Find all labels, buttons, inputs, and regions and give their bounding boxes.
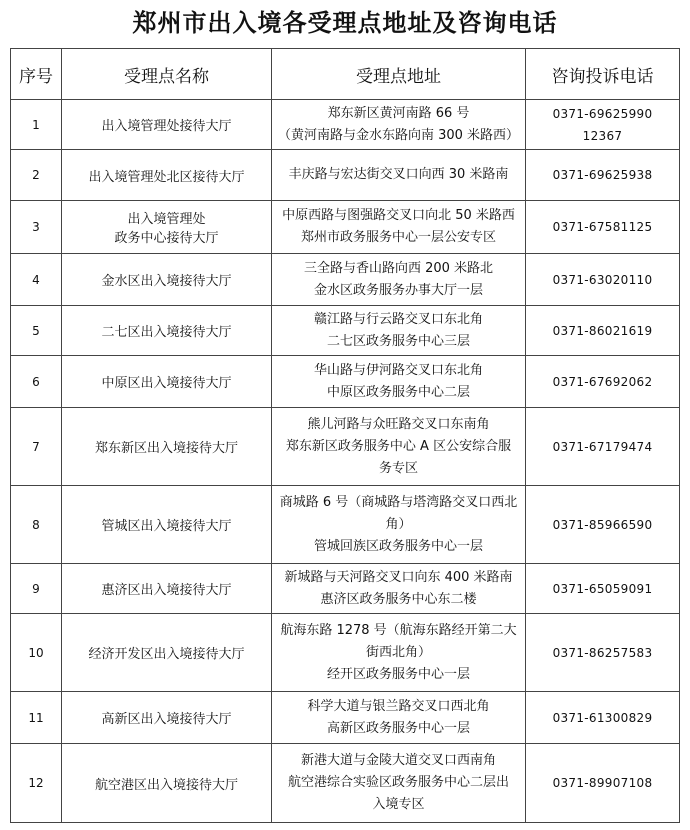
row-number bbox=[11, 100, 62, 150]
office-phone bbox=[526, 614, 680, 692]
page-title: 郑州市出入境各受理点地址及咨询电话 bbox=[132, 9, 558, 37]
row-number bbox=[11, 486, 62, 564]
header-name: 受理点名称 bbox=[62, 49, 272, 100]
row-number bbox=[11, 306, 62, 356]
table-row bbox=[11, 408, 680, 486]
row-number-text: 5 bbox=[32, 323, 40, 338]
office-address-line: 入境专区 bbox=[372, 797, 425, 812]
office-phone bbox=[526, 150, 680, 201]
header-phone: 咨询投诉电话 bbox=[526, 49, 680, 100]
office-phone-line: 0371-67179474 bbox=[552, 439, 653, 454]
office-phone-line: 0371-67581125 bbox=[552, 220, 653, 234]
office-name bbox=[62, 564, 272, 614]
table-row bbox=[11, 486, 680, 564]
office-phone bbox=[526, 254, 680, 306]
office-name bbox=[62, 100, 272, 150]
office-name bbox=[62, 254, 272, 306]
table-row bbox=[11, 254, 680, 306]
office-address-line: 三全路与香山路向西 200 米路北 bbox=[303, 260, 494, 276]
table-row bbox=[11, 356, 680, 408]
row-number-text: 4 bbox=[32, 272, 40, 287]
office-name-line: 出入境管理处北区接待大厅 bbox=[88, 169, 245, 185]
office-phone-line: 12367 bbox=[582, 128, 623, 143]
row-number-text: 8 bbox=[32, 517, 40, 532]
office-address-line: 航空港综合实验区政务服务中心二层出 bbox=[287, 775, 509, 790]
table-body bbox=[11, 100, 680, 823]
row-number-text: 12 bbox=[28, 776, 44, 790]
table-row bbox=[11, 306, 680, 356]
office-name-line: 出入境管理处 bbox=[127, 212, 206, 227]
office-address bbox=[272, 254, 526, 306]
row-number-text: 3 bbox=[32, 220, 40, 234]
office-address bbox=[272, 201, 526, 254]
header-no: 序号 bbox=[11, 49, 62, 100]
office-address bbox=[272, 564, 526, 614]
office-address bbox=[272, 692, 526, 744]
row-number-text: 7 bbox=[32, 439, 40, 454]
office-address-line: 中原西路与图强路交叉口向北 50 米路西 bbox=[282, 208, 515, 223]
row-number-text: 6 bbox=[32, 374, 40, 389]
office-name bbox=[62, 150, 272, 201]
office-address-line: 郑东新区政务服务中心 A 区公安综合服 bbox=[285, 438, 512, 454]
office-address bbox=[272, 150, 526, 201]
table-row bbox=[11, 614, 680, 692]
office-name bbox=[62, 306, 272, 356]
office-address bbox=[272, 356, 526, 408]
row-number bbox=[11, 692, 62, 744]
office-phone-line: 0371-63020110 bbox=[552, 272, 653, 287]
office-name-line: 出入境管理处接待大厅 bbox=[101, 119, 232, 134]
office-name-line: 航空港区出入境接待大厅 bbox=[94, 777, 238, 793]
office-name-line: 经济开发区出入境接待大厅 bbox=[88, 647, 245, 662]
office-address bbox=[272, 306, 526, 356]
office-address-line: 惠济区政务服务中心东二楼 bbox=[320, 591, 477, 607]
office-address-line: 经开区政务服务中心一层 bbox=[326, 666, 470, 682]
office-phone bbox=[526, 356, 680, 408]
office-phone bbox=[526, 201, 680, 254]
table-row bbox=[11, 100, 680, 150]
office-phone bbox=[526, 100, 680, 150]
office-name-line: 管城区出入境接待大厅 bbox=[101, 519, 232, 534]
table-row bbox=[11, 692, 680, 744]
office-name-line: 中原区出入境接待大厅 bbox=[101, 376, 232, 391]
row-number bbox=[11, 356, 62, 408]
office-name-line: 郑东新区出入境接待大厅 bbox=[94, 441, 238, 456]
office-phone bbox=[526, 564, 680, 614]
office-address-line: 科学大道与银兰路交叉口西北角 bbox=[307, 698, 490, 714]
table-row bbox=[11, 564, 680, 614]
office-address-line: 二七区政务服务中心三层 bbox=[326, 333, 470, 349]
office-phone-line: 0371-69625938 bbox=[552, 168, 653, 182]
table-row bbox=[11, 150, 680, 201]
office-address-line: 务专区 bbox=[378, 460, 418, 476]
office-address bbox=[272, 408, 526, 486]
office-name-line: 惠济区出入境接待大厅 bbox=[101, 583, 232, 598]
office-address-line: 角） bbox=[385, 516, 412, 532]
office-name-line: 高新区出入境接待大厅 bbox=[101, 712, 232, 727]
office-address-line: 华山路与伊河路交叉口东北角 bbox=[313, 362, 483, 378]
row-number bbox=[11, 614, 62, 692]
office-name-line: 政务中心接待大厅 bbox=[114, 231, 219, 246]
office-address bbox=[272, 614, 526, 692]
office-address-line: 郑州市政务服务中心一层公安专区 bbox=[300, 230, 496, 245]
office-address-line: 管城回族区政务服务中心一层 bbox=[313, 538, 483, 554]
office-address-line: 航海东路 1278 号（航海东路经开第二大 bbox=[280, 622, 517, 638]
row-number bbox=[11, 744, 62, 823]
office-name bbox=[62, 486, 272, 564]
row-number-text: 10 bbox=[28, 645, 44, 660]
office-address-line: 郑东新区黄河南路 66 号 bbox=[327, 105, 470, 121]
office-address-line: 熊儿河路与众旺路交叉口东南角 bbox=[307, 416, 490, 432]
office-address-line: 赣江路与行云路交叉口东北角 bbox=[313, 311, 483, 327]
office-phone bbox=[526, 306, 680, 356]
row-number-text: 11 bbox=[28, 710, 44, 725]
office-phone bbox=[526, 486, 680, 564]
office-table bbox=[10, 48, 680, 823]
row-number bbox=[11, 254, 62, 306]
office-phone bbox=[526, 744, 680, 823]
office-address-line: 街西北角） bbox=[365, 644, 431, 660]
office-phone bbox=[526, 408, 680, 486]
office-phone-line: 0371-65059091 bbox=[552, 581, 653, 596]
row-number-text: 9 bbox=[32, 581, 40, 596]
row-number bbox=[11, 150, 62, 201]
office-phone-line: 0371-61300829 bbox=[552, 710, 653, 725]
office-address-line: 新城路与天河路交叉口向东 400 米路南 bbox=[284, 569, 513, 585]
table-header-row bbox=[11, 49, 680, 100]
row-number bbox=[11, 564, 62, 614]
office-address-line: 金水区政务服务办事大厅一层 bbox=[313, 282, 483, 298]
office-phone-line: 0371-69625990 bbox=[552, 106, 653, 121]
office-address-line: 中原区政务服务中心二层 bbox=[326, 384, 470, 400]
office-phone bbox=[526, 692, 680, 744]
office-address-line: 丰庆路与宏达街交叉口向西 30 米路南 bbox=[288, 167, 509, 182]
office-name bbox=[62, 356, 272, 408]
row-number bbox=[11, 408, 62, 486]
office-phone-line: 0371-86021619 bbox=[552, 323, 653, 338]
office-phone-line: 0371-85966590 bbox=[552, 517, 653, 532]
office-name bbox=[62, 201, 272, 254]
row-number-text: 1 bbox=[32, 117, 40, 132]
office-name bbox=[62, 408, 272, 486]
office-address-line: 商城路 6 号（商城路与塔湾路交叉口西北 bbox=[279, 494, 518, 510]
table-row bbox=[11, 201, 680, 254]
office-phone-line: 0371-89907108 bbox=[552, 776, 653, 790]
office-name bbox=[62, 614, 272, 692]
row-number-text: 2 bbox=[32, 168, 40, 182]
office-address-line: 高新区政务服务中心一层 bbox=[326, 720, 470, 736]
office-phone-line: 0371-86257583 bbox=[552, 645, 653, 660]
office-name bbox=[62, 744, 272, 823]
office-name-line: 二七区出入境接待大厅 bbox=[101, 325, 232, 340]
office-address bbox=[272, 744, 526, 823]
office-name-line: 金水区出入境接待大厅 bbox=[101, 274, 232, 289]
office-address bbox=[272, 486, 526, 564]
row-number bbox=[11, 201, 62, 254]
header-address: 受理点地址 bbox=[272, 49, 526, 100]
office-name bbox=[62, 692, 272, 744]
office-phone-line: 0371-67692062 bbox=[552, 374, 653, 389]
office-address bbox=[272, 100, 526, 150]
office-address-line: （黄河南路与金水东路向南 300 米路西） bbox=[277, 127, 520, 143]
table-row bbox=[11, 744, 680, 823]
office-address-line: 新港大道与金陵大道交叉口西南角 bbox=[300, 753, 496, 768]
